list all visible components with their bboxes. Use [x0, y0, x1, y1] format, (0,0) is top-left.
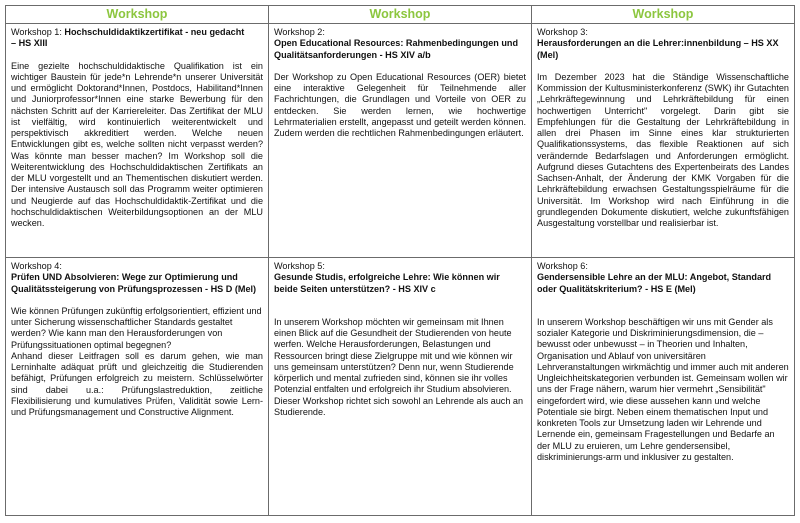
workshop-title: Herausforderungen an die Lehrer:innenbildung – HS XX (Mel) — [537, 38, 779, 60]
workshop-1-cell — [6, 24, 269, 258]
column-header: Workshop — [269, 6, 532, 24]
table-row — [6, 24, 795, 258]
workshop-title: Hochschuldidaktikzertifikat - neu gedacht — [64, 27, 245, 37]
workshop-questions: Wie können Prüfungen zukünftig erfolgsorientiert, effizient und unter Sicherung wissenschaftlicher Standards gestaltet werden? Wie kann man den Herausforderungen von Prüfungssituationen optimal begegnen? — [11, 305, 262, 350]
workshop-3-cell — [532, 24, 795, 258]
workshop-5-cell — [269, 258, 532, 516]
workshop-description: Der Workshop zu Open Educational Resources (OER) bietet eine interaktive Gelegenheit für Teilnehmende aller Fachrichtungen, die Grundlagen und Vorteile von OER zu entdecken. Sie werden lernen, wie hochwertige Lehrmaterialien erstellt, angepasst und geteilt werden können. Zudem werden die rechtlichen Rahmenbedingungen erläutert. — [274, 71, 526, 138]
workshop-table — [5, 5, 795, 516]
workshop-title: Prüfen UND Absolvieren: Wege zur Optimierung und Qualitätssteigerung von Prüfungsprozessen - HS D (Mel) — [11, 272, 257, 294]
workshop-label: Workshop 4: — [11, 261, 62, 271]
workshop-room: – HS XIII — [11, 38, 48, 49]
workshop-description: In unserem Workshop beschäftigen wir uns mit Gender als sozialer Kategorie und Diskriminierungsdimension, die – bewusst oder unbewusst – in Theorien und Inhalten, Organisation und Ablauf von universitären Lehrveranstaltungen wirkmächtig und immer auch mit anderen Ungleichheitskategorien verbunden ist. Gemeinsam wollen wir uns der Frage nähern, warum hier vermehrt „Sensibilität" eingefordert wird, wie diese aussehen kann und welche Potentiale sie birgt. Neben einem thematischen Input und konkreten Tools zur Umsetzung laden wir Lehrende und Lernende ein, gemeinsam Fragestellungen und Bedarfe an der MLU zu eruieren, um Lehre gendersensibel, diskriminierungs-arm und inklusiver zu gestalten. — [537, 316, 789, 462]
workshop-title: Open Educational Resources: Rahmenbedingungen und Qualitätsanforderungen - HS XIV a/b — [274, 38, 519, 60]
workshop-label: Workshop 2: — [274, 27, 325, 37]
workshop-2-cell — [269, 24, 532, 258]
workshop-description: In unserem Workshop möchten wir gemeinsam mit Ihnen einen Blick auf die Gesundheit der Studierenden von heute werfen. Welche Herausforderungen, Belastungen und Ressourcen bringt diese Zielgruppe mit und wie können wir uns gemeinsam unterstützen? Denn nur, wenn Studierende körperlich und mental zufrieden sind, können sie ihr volles Potenzial entfalten und erfolgreich ihr Studium absolvieren. Dieser Workshop richtet sich sowohl an Lehrende als auch an Studierende. — [274, 316, 524, 417]
workshop-description: Im Dezember 2023 hat die Ständige Wissenschaftliche Kommission der Kultusministerkonferenz (SWK) ihr Gutachten „Lehrkräftegewinnung und Lehrkräftebildung für einen hochwertigen Unterricht" vorgelegt. Darin gibt sie Empfehlungen für die Gestaltung der Lehrkräftebildung in allen drei Phasen im Sinne eines klar strukturierten Qualifikationssystems, das flexible Reaktionen auf sich verändernde Bedarfslagen und Anforderungen ermöglicht. Aufgrund dieses Gutachtens des Expertenbeirats des Landes Sachsen-Anhalt, der Änderung der KMK Vorgaben für die Lehrkräftebildung erwachsen Gestaltungsspielräume für die Universität. Im Workshop wird nach Einführung in die grundlegenden Dokumente diskutiert, welche zukunftsfähigen Ausgestaltung vorstellbar und realisierbar ist. — [537, 71, 789, 228]
column-header: Workshop — [532, 6, 795, 24]
workshop-label: Workshop 3: — [537, 27, 588, 37]
workshop-6-cell — [532, 258, 795, 516]
column-header: Workshop — [6, 6, 269, 24]
workshop-overview — [5, 5, 794, 518]
header-row — [6, 6, 795, 24]
workshop-label: Workshop 1: — [11, 27, 62, 37]
workshop-label: Workshop 5: — [274, 261, 325, 271]
workshop-description: Anhand dieser Leitfragen soll es darum gehen, wie man Lerninhalte adäquat prüft und gleichzeitig die Studierenden befähigt, Prüfungen erfolgreich zu meistern. Schlüsselwörter sind dabei u.a.: Prüfungslastreduktion, zeitliche Flexibilisierung und kumulatives Prüfen, Validität sowie Lern- und Prüfungsmanagement und Constructive Alignment. — [11, 350, 263, 417]
workshop-label: Workshop 6: — [537, 261, 588, 271]
table-row — [6, 258, 795, 516]
workshop-1-heading — [11, 27, 263, 38]
workshop-title: Gesunde Studis, erfolgreiche Lehre: Wie können wir beide Seiten unterstützen? - HS XIV c — [274, 272, 500, 294]
workshop-4-cell — [6, 258, 269, 516]
workshop-description: Eine gezielte hochschuldidaktische Qualifikation ist ein wichtiger Baustein für jede*n Lehrende*n unserer Universität und ermöglicht Doktorand*Innen, Postdocs, Habilitand*Innen und Juniorprofessor*Innen eine starke Bewerbung für den nächsten Schritt auf der Karriereleiter. Das Zertifikat der MLU ist vielfältig, wird kontinuierlich weiterentwickelt und perspektivisch akkreditiert werden. Welche neuen Entwicklungen gibt es, welche sollten nicht verpasst werden? Was könnte man besser machen? Im Workshop soll die Weiterentwicklung des Hochschuldidaktischen Zertifikats an der MLU vorgestellt und an Thementischen diskutiert werden. Der intensive Austausch soll das Programm weiter optimieren und Neugierde auf das Hochschuldidaktik-Zertifikat und die hochschuldidaktischen Weiterbildungsoptionen an der MLU wecken. — [11, 60, 263, 228]
workshop-title: Gendersensible Lehre an der MLU: Angebot, Standard oder Qualitätskriterium? - HS E (Mel) — [537, 272, 772, 294]
